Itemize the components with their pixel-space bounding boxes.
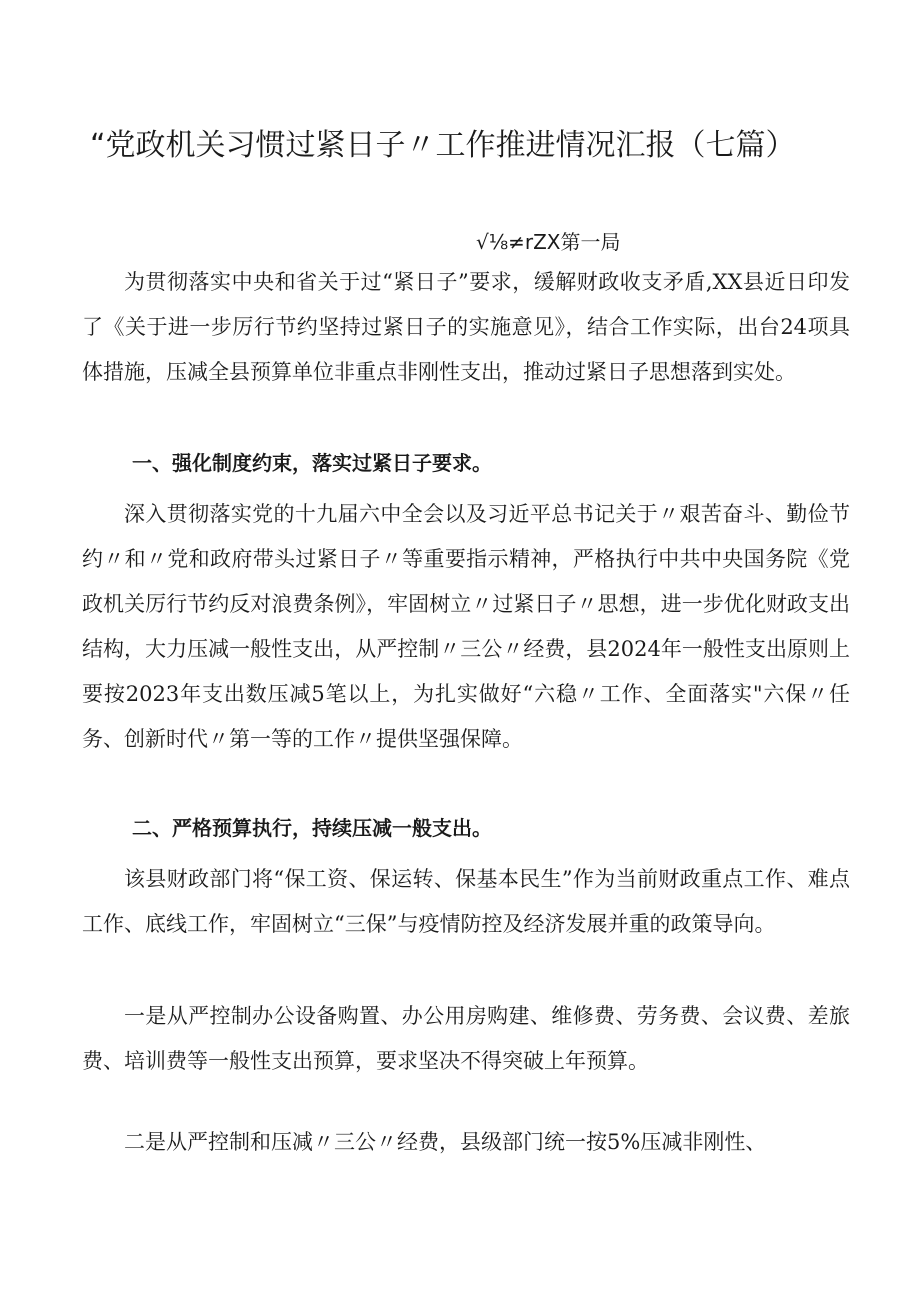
paragraph-intro: 为贯彻落实中央和省关于过“紧日子”要求，缓解财政收支矛盾,XX县近日印发了《关于进一步厉行节约坚持过紧日子的实施意见》，结合工作实际，出台24项具体措施，压减全县预算单位非重点非刚性支出，推动过紧日子思想落到实处。 — [82, 270, 850, 384]
paragraph-measure-1: 一是从严控制办公设备购置、办公用房购建、维修费、劳务费、会议费、差旅费、培训费等一般性支出预算，要求坚决不得突破上年预算。 — [82, 1004, 850, 1073]
section-heading-1: 一、强化制度约束，落实过紧日子要求。 — [132, 451, 492, 475]
document-title: “党政机关习惯过紧日子〃工作推进情况汇报（七篇） — [90, 128, 796, 163]
paragraph-measure-2: 二是从严控制和压减〃三公〃经费，县级部门统一按5%压减非刚性、 — [124, 1130, 767, 1154]
paragraph-section-1: 深入贯彻落实党的十九届六中全会以及习近平总书记关于〃艰苦奋斗、勤俭节约〃和〃党和政府带头过紧日子〃等重要指示精神，严格执行中共中央国务院《党政机关厉行节约反对浪费条例》，牢固树立〃过紧日子〃思想，进一步优化财政支出结构，大力压减一般性支出，从严控制〃三公〃经费，县2024年一般性支出原则上要按2023年支出数压减5笔以上，为扎实做好“六稳〃工作、全面落实"六保〃任务、创新时代〃第一等的工作〃提供坚强保障。 — [82, 502, 850, 751]
document-subheading: √⅛≠rZX第一局 — [476, 230, 621, 254]
section-heading-2: 二、严格预算执行，持续压减一般支出。 — [132, 816, 492, 840]
paragraph-section-2: 该县财政部门将“保工资、保运转、保基本民生”作为当前财政重点工作、难点工作、底线工作，牢固树立“三保”与疫情防控及经济发展并重的政策导向。 — [82, 867, 850, 936]
